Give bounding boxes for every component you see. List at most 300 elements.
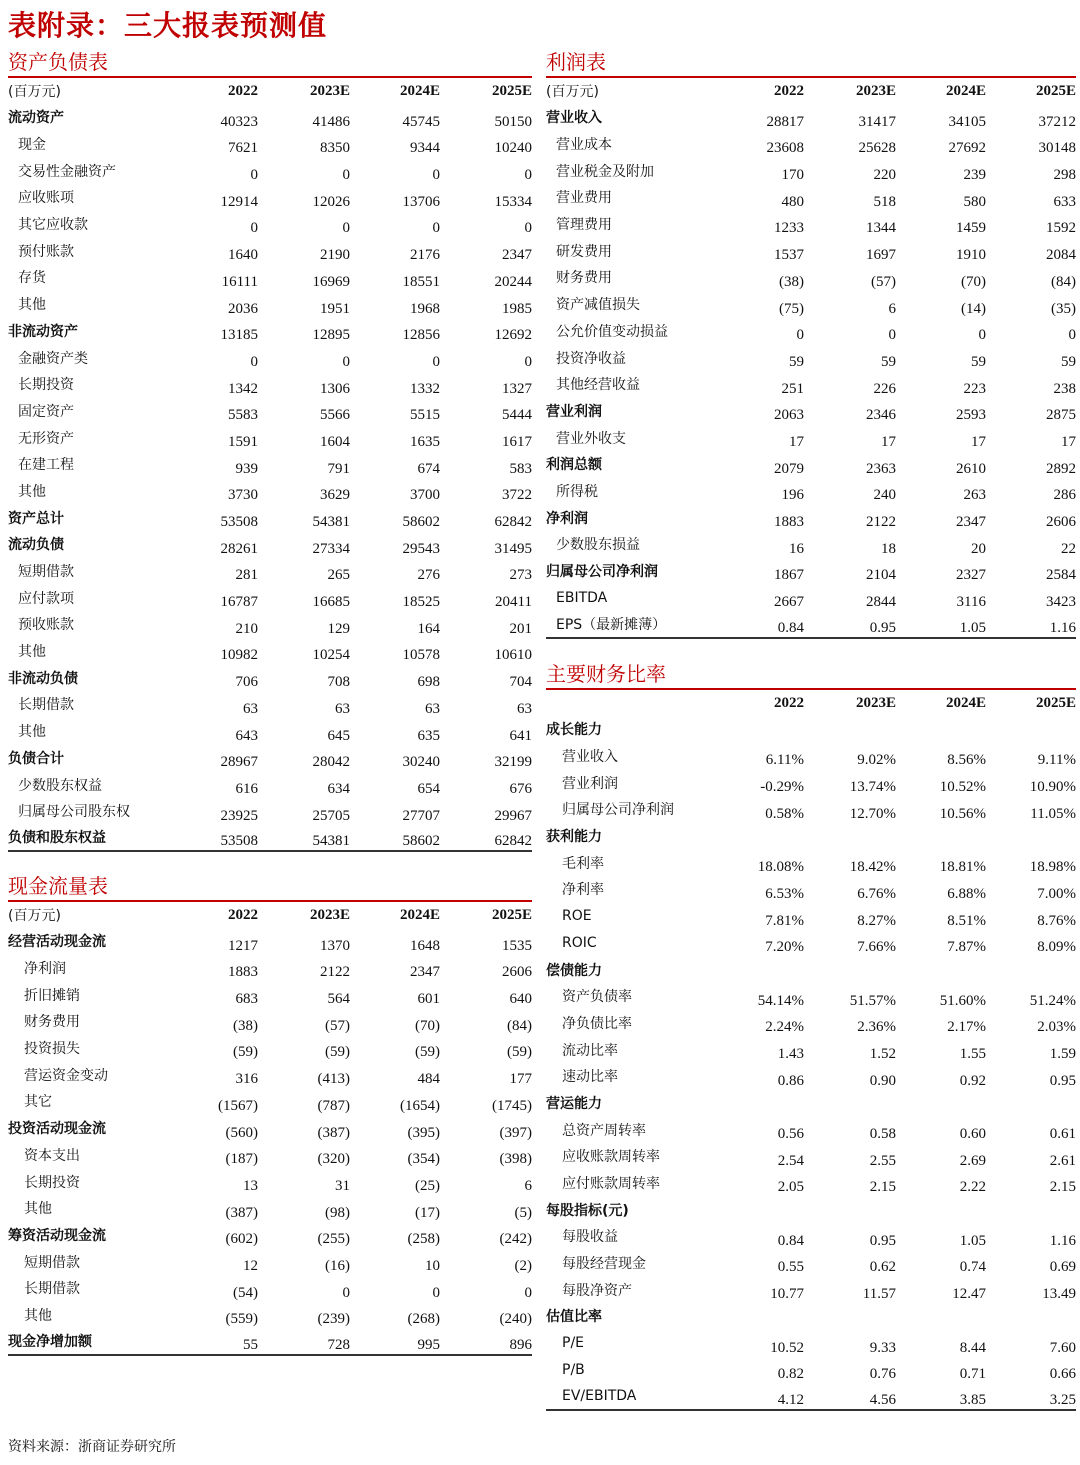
value-cell: (602) [225,1231,258,1248]
value-cell: 16 [789,540,804,557]
table-row [546,903,1076,930]
value-cell: 10982 [220,647,258,664]
table-row [8,1008,532,1035]
table-row [546,849,1076,876]
value-cell: 51.60% [939,992,986,1009]
table-row [8,1115,532,1142]
value-cell: 6.88% [947,885,986,902]
value-cell: 63 [425,700,440,717]
value-cell: 1535 [502,937,532,954]
table-row [546,424,1076,451]
row-label: 投资损失 [24,1041,80,1058]
value-cell: 5566 [320,407,350,424]
value-cell: 2.15 [1049,1179,1076,1196]
value-cell: 2122 [866,514,896,530]
value-cell: 0.95 [869,1232,896,1249]
value-cell: 12.70% [849,805,896,822]
row-label: 资产总计 [8,510,64,527]
value-cell: 6.53% [765,885,804,902]
value-cell [716,956,804,983]
value-cell: 3722 [502,487,532,504]
value-cell: 63 [243,700,258,717]
value-cell [804,716,896,743]
table-row [546,1170,1076,1197]
value-cell: 2.24% [765,1019,804,1036]
value-cell: 0 [432,220,440,237]
value-cell: 645 [327,727,350,744]
row-label: 预收账款 [18,617,74,634]
year-header: 2022 [774,82,804,99]
value-cell: 41486 [312,113,350,130]
value-cell: 1.16 [1049,1232,1076,1249]
value-cell [804,1196,896,1223]
value-cell: (787) [317,1097,350,1114]
value-cell: 1370 [320,937,350,954]
value-cell: 1327 [502,380,532,397]
value-cell: (560) [225,1124,258,1141]
value-cell: 0.69 [1049,1259,1076,1276]
row-label: 净利润 [546,510,588,527]
value-cell: (395) [407,1124,440,1141]
row-label: 偿债能力 [546,962,602,979]
value-cell: 0 [524,1284,532,1301]
value-cell: 0 [432,167,440,184]
row-label: 营业外收支 [556,430,626,447]
row-label: 非流动资产 [8,323,78,340]
value-cell: 0 [250,220,258,237]
row-label: 营运资金变动 [24,1067,108,1084]
value-cell: 220 [873,167,896,184]
row-label: 负债合计 [8,750,64,767]
value-cell [804,823,896,850]
table-row [546,956,1076,983]
table-row [8,638,532,665]
value-cell: 10254 [312,647,350,664]
row-label: 长期投资 [24,1174,80,1191]
value-cell: 4.12 [716,1383,804,1410]
row-label: 在建工程 [18,457,74,474]
row-label: 其他 [18,483,46,500]
row-label: 归属母公司股东权 [18,804,130,821]
value-cell [716,823,804,850]
value-cell: 13.74% [849,779,896,796]
table-row [8,371,532,398]
table-row [546,264,1076,291]
value-cell: 18.81% [939,859,986,876]
value-cell: 18.98% [1029,859,1076,876]
value-cell: 1592 [1046,220,1076,237]
table-row [546,611,1076,638]
value-cell: (59) [233,1044,258,1061]
value-cell: 27334 [312,540,350,557]
row-label: 应付款项 [18,590,74,607]
value-cell: 0.82 [777,1366,804,1383]
value-cell: 2.36% [857,1019,896,1036]
table-row [8,771,532,798]
row-label: 归属母公司净利润 [562,802,674,819]
value-cell: 7.60 [1049,1339,1076,1356]
table-row [546,184,1076,211]
row-label: 资本支出 [24,1147,80,1164]
value-cell: 31417 [858,113,896,130]
value-cell: 11.05% [1030,805,1076,822]
value-cell: 3730 [228,487,258,504]
value-cell: 635 [417,727,440,744]
row-label: P/E [562,1335,585,1352]
row-label: 预付账款 [18,243,74,260]
value-cell [896,823,986,850]
row-label: 流动负债 [8,537,64,554]
value-cell: 1604 [320,433,350,450]
value-cell: 0.95 [1049,1072,1076,1089]
value-cell: 654 [417,780,440,797]
value-cell: 31495 [494,540,532,557]
row-label: 其他 [24,1201,52,1218]
value-cell: 59 [881,353,896,370]
row-label: 投资活动现金流 [8,1121,106,1138]
value-cell: 708 [327,674,350,691]
row-label: 其他 [18,297,46,314]
header-row [8,78,532,104]
value-cell: 0.92 [959,1072,986,1089]
value-cell: 616 [235,780,258,797]
value-cell: 1985 [502,300,532,317]
table-row [546,131,1076,158]
value-cell: 2.17% [947,1019,986,1036]
value-cell: 0.55 [777,1259,804,1276]
value-cell: 53508 [170,825,258,852]
value-cell: (255) [317,1231,350,1248]
value-cell: 6 [888,300,896,317]
value-cell: (84) [507,1017,532,1034]
value-cell: (5) [514,1204,532,1221]
ratios-panel [546,660,1076,1411]
value-cell: 601 [417,991,440,1008]
row-label: 其他 [24,1307,52,1324]
value-cell: 698 [417,674,440,691]
value-cell: (559) [225,1311,258,1328]
value-cell: 0.95 [804,611,896,638]
row-label: 成长能力 [546,722,602,739]
value-cell: 0 [342,1284,350,1301]
value-cell: 28967 [220,754,258,771]
ratios-title: 主要财务比率 [546,660,1076,690]
table-row [546,1036,1076,1063]
value-cell: 1344 [866,220,896,237]
table-row [8,1142,532,1169]
row-label: 每股经营现金 [562,1256,646,1273]
year-header: 2023E [855,82,896,99]
table-row [8,928,532,955]
table-row [546,451,1076,478]
header-row [546,78,1076,104]
value-cell: (59) [507,1044,532,1061]
value-cell: 240 [873,487,896,504]
value-cell: 28042 [312,754,350,771]
value-cell: 9.33 [869,1339,896,1356]
row-label: P/B [562,1361,585,1378]
row-label: EBITDA [556,589,608,606]
value-cell: (320) [317,1151,350,1168]
row-label: 非流动负债 [8,670,78,687]
value-cell: (38) [233,1017,258,1034]
value-cell: 5515 [410,407,440,424]
value-cell: 2036 [228,300,258,317]
row-label: 少数股东损益 [556,537,640,554]
table-row [546,1357,1076,1384]
value-cell: (1745) [492,1097,532,1114]
value-cell: 27692 [948,140,986,157]
table-row [8,157,532,184]
value-cell: 12856 [402,327,440,344]
table-row [8,558,532,585]
row-label: 营业费用 [556,190,612,207]
value-cell: 2875 [1046,407,1076,424]
value-cell: 1.52 [869,1045,896,1062]
value-cell: 0.62 [869,1259,896,1276]
header-row [8,902,532,928]
value-cell: 0.61 [1049,1126,1076,1142]
value-cell [896,1196,986,1223]
row-label: 无形资产 [18,430,74,447]
value-cell: 12 [243,1257,258,1274]
row-label: 应付账款周转率 [562,1176,660,1193]
table-row [546,291,1076,318]
row-label: 资产负债率 [562,989,632,1006]
value-cell: 2.61 [1049,1152,1076,1169]
table-row [546,796,1076,823]
row-label: 长期借款 [18,697,74,714]
value-cell: 196 [781,487,804,504]
value-cell: 28817 [766,113,804,130]
value-cell: 2844 [866,594,896,611]
value-cell: 3.25 [986,1383,1076,1410]
row-label: 少数股东权益 [18,777,102,794]
value-cell: 10240 [494,140,532,157]
value-cell: 18525 [402,594,440,611]
value-cell: 1.55 [959,1045,986,1062]
table-row [8,691,532,718]
value-cell: 129 [327,620,350,637]
value-cell: 706 [235,674,258,691]
value-cell: 1306 [320,380,350,397]
row-label: EPS（最新摊薄） [546,611,716,638]
table-row [8,825,532,852]
row-label: 短期借款 [24,1254,80,1271]
table-row [546,104,1076,131]
year-header: 2022 [228,82,258,99]
value-cell [986,823,1076,850]
table-row [8,318,532,345]
row-label: 每股净资产 [562,1282,632,1299]
income-statement-panel [546,48,1076,639]
row-label: 所得税 [556,483,598,500]
table-row [546,1223,1076,1250]
value-cell: 704 [509,674,532,691]
value-cell: 0 [524,353,532,370]
value-cell: 683 [235,991,258,1008]
value-cell: 8350 [320,140,350,157]
table-row [8,955,532,982]
value-cell: 2584 [1046,567,1076,584]
value-cell: 634 [327,780,350,797]
row-label: 存货 [18,270,46,287]
row-label: 负债和股东权益 [8,825,170,852]
table-row [8,1248,532,1275]
row-label: 其它 [24,1094,52,1111]
value-cell [986,1090,1076,1117]
value-cell [896,956,986,983]
row-label: 现金 [18,137,46,154]
value-cell: 0 [796,327,804,344]
table-row [8,1302,532,1329]
value-cell: 2063 [774,407,804,424]
table-row [8,1195,532,1222]
table-row [8,1168,532,1195]
value-cell: 2347 [502,247,532,264]
value-cell: 1342 [228,380,258,397]
value-cell: 791 [327,460,350,477]
row-label: 总资产周转率 [562,1122,646,1139]
value-cell: 54381 [312,514,350,530]
table-row [546,823,1076,850]
value-cell: 0 [250,167,258,184]
value-cell [986,1303,1076,1330]
value-cell: 5583 [228,407,258,424]
table-row [546,531,1076,558]
table-row [8,504,532,531]
row-label: 研发费用 [556,243,612,260]
value-cell: 7.20% [765,939,804,956]
value-cell: 676 [509,780,532,797]
value-cell: 1.05 [959,1232,986,1249]
value-cell: 17 [881,433,896,450]
value-cell: 3116 [956,594,986,611]
value-cell: 10610 [494,647,532,664]
value-cell: 0 [432,1284,440,1301]
table-row [8,184,532,211]
row-label: ROE [562,908,592,925]
value-cell: 51.57% [849,992,896,1009]
year-header: 2024E [399,906,440,923]
table-row [8,211,532,238]
value-cell: 674 [417,460,440,477]
row-label: ROIC [562,934,597,951]
value-cell: 17 [1061,433,1076,450]
value-cell: 29967 [494,807,532,824]
table-row [8,531,532,558]
year-header: 2022 [228,906,258,923]
year-header: 2022 [774,694,804,711]
value-cell: 8.56% [947,752,986,769]
year-header: 2023E [309,82,350,99]
table-row [546,1010,1076,1037]
table-row [546,157,1076,184]
table-row [8,398,532,425]
value-cell: 1.16 [986,611,1076,638]
row-label: 其他 [18,724,46,741]
value-cell: 12.47 [952,1286,986,1303]
value-cell: (1654) [400,1097,440,1114]
value-cell: 59 [971,353,986,370]
value-cell: 2606 [502,964,532,981]
value-cell: 2667 [774,594,804,611]
value-cell: 564 [327,991,350,1008]
value-cell [896,1090,986,1117]
value-cell: 0 [524,167,532,184]
value-cell [896,716,986,743]
row-label: 长期借款 [24,1281,80,1298]
value-cell: 7.87% [947,939,986,956]
value-cell: 201 [509,620,532,637]
row-label: 折旧摊销 [24,987,80,1004]
value-cell: 210 [235,620,258,637]
value-cell: 0.56 [777,1126,804,1142]
value-cell: 728 [258,1328,350,1355]
value-cell: 1648 [410,937,440,954]
table-row [546,371,1076,398]
table-row [8,798,532,825]
table-row [546,398,1076,425]
value-cell: 1635 [410,433,440,450]
table-row [546,1196,1076,1223]
unit-label: (百万元) [8,908,61,924]
value-cell: 0.58 [869,1126,896,1142]
value-cell: 2.15 [869,1179,896,1196]
value-cell [716,1196,804,1223]
table-row [546,478,1076,505]
table-row [546,558,1076,585]
table-row [546,318,1076,345]
cash-flow-title: 现金流量表 [8,872,532,902]
value-cell: 2606 [1046,514,1076,530]
value-cell: 9344 [410,140,440,157]
value-cell: (59) [325,1044,350,1061]
value-cell: 1617 [502,433,532,450]
value-cell: 0.58% [765,805,804,822]
table-row [546,769,1076,796]
value-cell: 59 [789,353,804,370]
unit-label [546,690,716,716]
value-cell: 8.09% [1037,939,1076,956]
row-label: 净负债比率 [562,1015,632,1032]
value-cell: 1233 [774,220,804,237]
value-cell: 58602 [402,514,440,530]
value-cell: 2176 [410,247,440,264]
value-cell: 1459 [956,220,986,237]
value-cell: 6.76% [857,885,896,902]
cash-flow-panel [8,872,532,1356]
value-cell: 0.90 [869,1072,896,1089]
value-cell: (84) [1051,273,1076,290]
value-cell: 12914 [220,193,258,210]
value-cell: 34105 [948,113,986,130]
value-cell: 20411 [495,594,532,611]
value-cell: (57) [325,1017,350,1034]
value-cell: 2.22 [959,1179,986,1196]
value-cell: 22 [1061,540,1076,557]
value-cell: 62842 [440,825,532,852]
table-row [546,1276,1076,1303]
value-cell: 1640 [228,247,258,264]
value-cell: (239) [317,1311,350,1328]
table-row [8,745,532,772]
row-label: 应收账项 [18,190,74,207]
row-label: 归属母公司净利润 [546,564,658,581]
value-cell: (387) [317,1124,350,1141]
value-cell: 2327 [956,567,986,584]
year-header: 2025E [1035,694,1076,711]
